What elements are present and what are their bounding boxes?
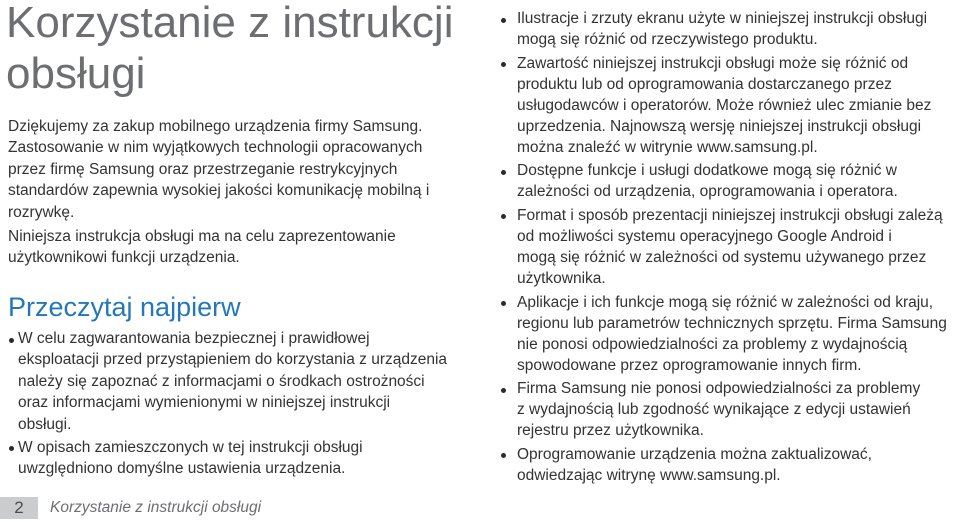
bullet-line: odwiedzając witrynę www.samsung.pl.: [517, 466, 781, 484]
bullet-line: Dostępne funkcje i usługi dodatkowe mogą się różnić w: [517, 162, 897, 180]
bullet-icon: [9, 446, 14, 451]
bullet-line: zależności od urządzenia, oprogramowania i operatora.: [517, 183, 898, 201]
bullet-line: Zawartość niniejszej instrukcji obsługi może się różnić od: [517, 54, 909, 72]
bullet-list: [499, 8, 954, 489]
text-line: Dziękujemy za zakup mobilnego urządzenia firmy Samsung.: [8, 118, 423, 135]
page-title: Korzystanie z instrukcji obsługi: [6, 0, 454, 98]
text-line: użytkownikowi funkcji urządzenia.: [8, 248, 240, 266]
bullet-icon: [501, 214, 506, 219]
text-line: przez firmę Samsung oraz przestrzeganie restrykcyjnych: [8, 160, 398, 178]
bullet-item: [499, 53, 954, 158]
bullet-line: eksploatacji przed przystąpieniem do korzystania z urządzenia: [18, 351, 448, 369]
intro-paragraph: [8, 116, 486, 223]
bullet-line: mogą się różnić od rzeczywistego produktu.: [517, 31, 818, 49]
section-heading: Przeczytaj najpierw: [8, 292, 241, 322]
left-column: [8, 0, 486, 485]
text-line: Niniejsza instrukcja obsługi ma na celu zaprezentowanie: [8, 227, 396, 245]
bullet-line: obsługi.: [18, 415, 72, 433]
bullet-line: spowodowane przez oprogramowanie innych firm.: [517, 356, 862, 374]
bullet-line: można znaleźć w witrynie www.samsung.pl.: [517, 138, 818, 156]
text-line: Zastosowanie w nim wyjątkowych technologii opracowanych: [8, 139, 423, 157]
running-footer-title: Korzystanie z instrukcji obsługi: [50, 499, 262, 516]
bullet-item: [8, 437, 486, 480]
bullet-line: od możliwości systemu operacyjnego Google Android i: [517, 227, 892, 245]
bullet-line: Ilustracje i zrzuty ekranu użyte w niniejszej instrukcji obsługi: [517, 10, 928, 27]
bullet-line: Oprogramowanie urządzenia można zaktualizować,: [517, 445, 872, 463]
intro-paragraph: [8, 226, 486, 269]
bullet-item: [499, 8, 954, 50]
bullet-line: mogą się różnić w zależności od systemu używanego przez: [517, 249, 927, 267]
bullet-item: [499, 205, 954, 289]
page-footer: [0, 497, 320, 519]
bullet-line: W opisach zamieszczonych w tej instrukcji obsługi: [18, 438, 363, 456]
bullet-line: użytkownika.: [517, 270, 606, 288]
bullet-icon: [501, 62, 506, 67]
intro-text: [8, 116, 486, 271]
bullet-item: [499, 444, 954, 486]
bullet-icon: [9, 338, 14, 343]
bullet-item: [8, 328, 486, 435]
bullet-icon: [501, 18, 506, 23]
bullet-line: usługodawców i operatorów. Może również ulec zmianie bez: [517, 96, 932, 114]
bullet-line: rejestru przez użytkownika.: [517, 422, 704, 440]
bullet-line: uwzględniono domyślne ustawienia urządzenia.: [18, 459, 346, 477]
bullet-line: W celu zagwarantowania bezpiecznej i prawidłowej: [18, 330, 370, 347]
bullet-line: regionu lub parametrów technicznych sprzętu. Firma Samsung: [517, 314, 947, 332]
bullet-icon: [501, 170, 506, 175]
bullet-item: [499, 292, 954, 376]
bullet-icon: [501, 301, 506, 306]
bullet-line: uprzedzenia. Najnowszą wersję niniejszej instrukcji obsługi: [517, 117, 922, 135]
bullet-list: [8, 328, 486, 481]
page-number-badge: 2: [0, 497, 38, 519]
text-line: standardów zapewnia wysokiej jakości komunikację mobilną i: [8, 182, 430, 200]
bullet-line: Aplikacje i ich funkcje mogą się różnić w zależności od kraju,: [517, 293, 934, 311]
bullet-line: z wydajnością lub zgodność wynikające z edycji ustawień: [517, 401, 911, 419]
bullet-icon: [501, 453, 506, 458]
bullet-line: należy się zapoznać z informacjami o środkach ostrożności: [18, 372, 425, 390]
bullet-icon: [501, 388, 506, 393]
bullet-line: produktu lub od oprogramowania dostarczanego przez: [517, 75, 892, 93]
bullet-line: nie ponosi odpowiedzialności za problemy z wydajnością: [517, 335, 908, 353]
right-column: [499, 8, 954, 493]
bullet-line: Format i sposób prezentacji niniejszej instrukcji obsługi zależą: [517, 206, 943, 224]
text-line: rozrywkę.: [8, 203, 75, 221]
bullet-line: Firma Samsung nie ponosi odpowiedzialności za problemy: [517, 380, 921, 398]
bullet-item: [499, 160, 954, 202]
bullet-item: [499, 378, 954, 441]
bullet-line: oraz informacjami wymienionymi w niniejszej instrukcji: [18, 394, 391, 412]
